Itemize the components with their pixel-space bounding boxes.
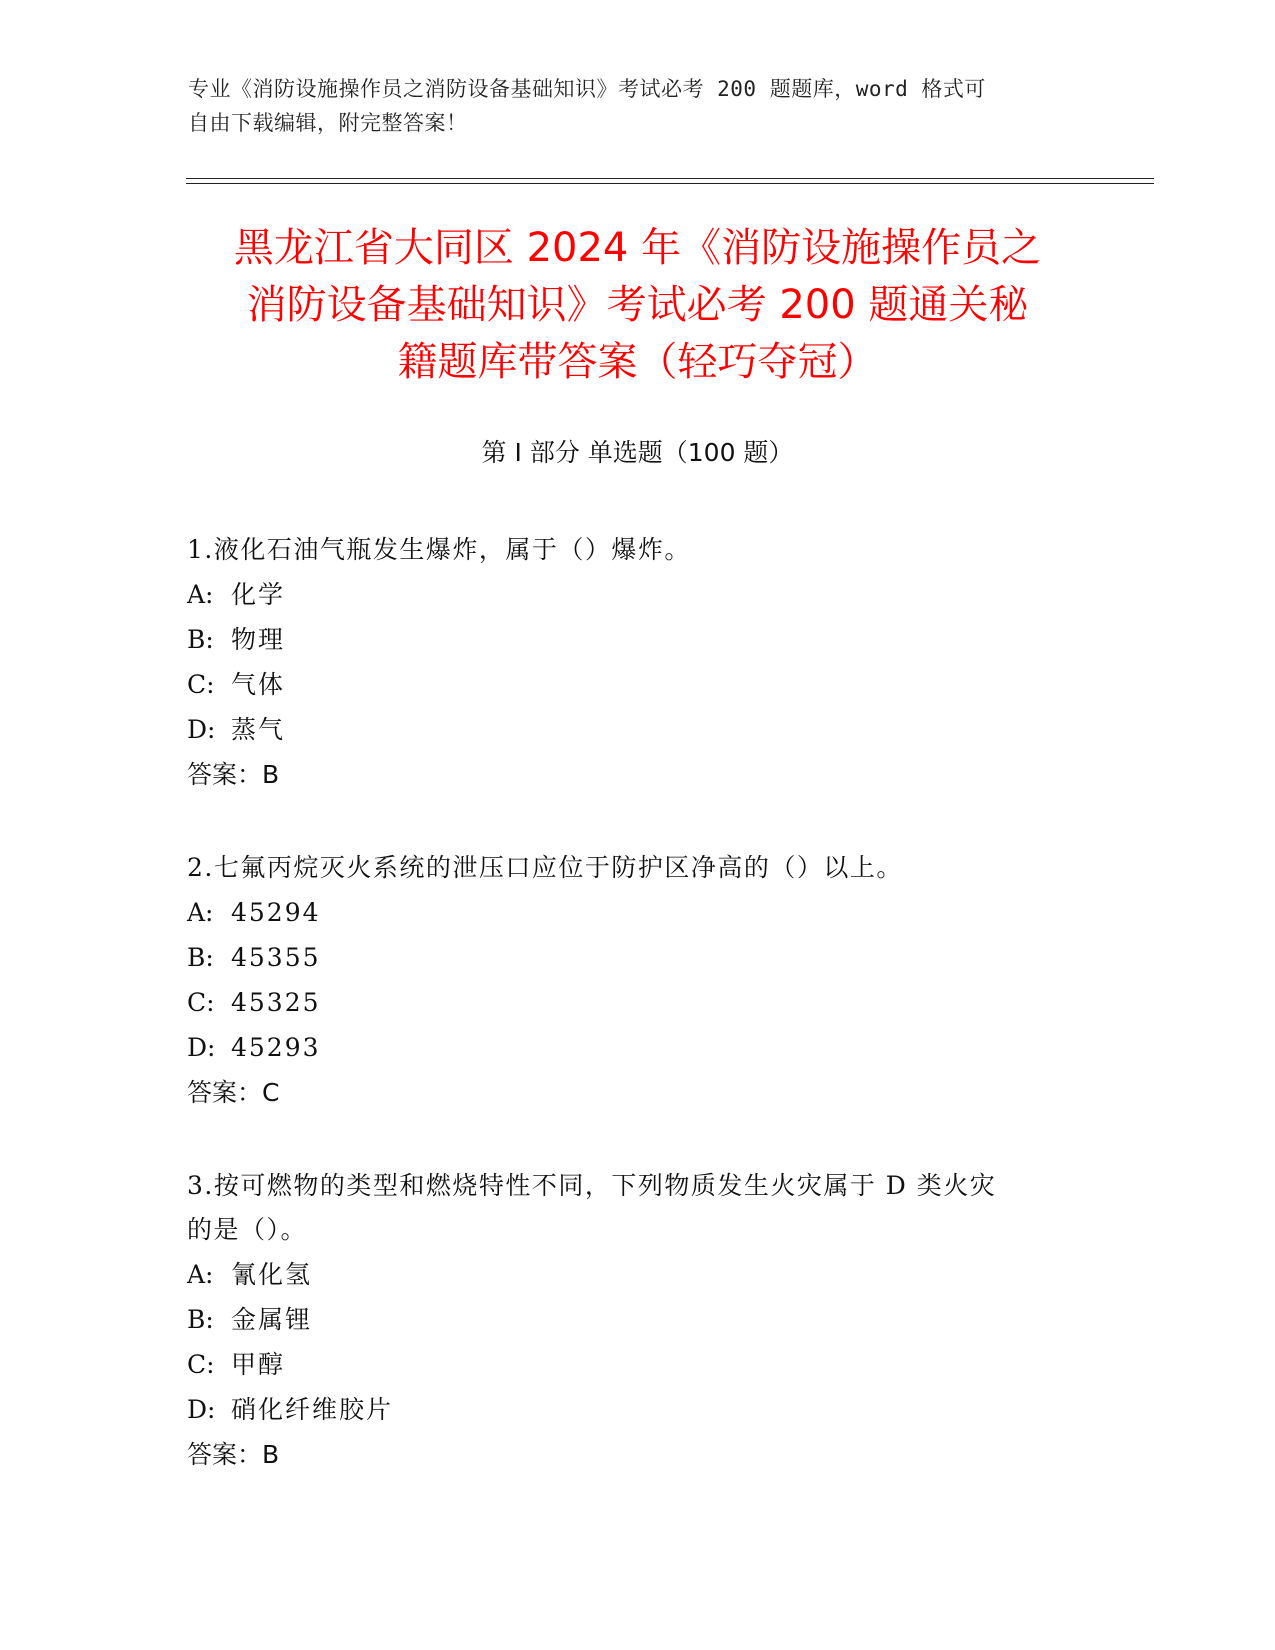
section-heading: 第 I 部分 单选题（100 题） [481,438,794,467]
question-stem-line-1: 3.按可燃物的类型和燃烧特性不同，下列物质发生火灾属于 D 类火灾 [187,1171,997,1200]
option-d [187,1025,1067,1070]
option-b [187,935,1067,980]
header-divider-top [186,178,1154,179]
document-title [180,220,1095,391]
option-text: 气体 [231,670,286,699]
question-3 [187,1164,1067,1478]
option-text: 45294 [231,898,321,927]
question-1 [187,528,1067,798]
option-a [187,1252,1067,1297]
option-list [187,572,1067,752]
option-text: 氰化氢 [231,1260,313,1289]
header-note-line-2: 自由下载编辑，附完整答案！ [188,111,468,135]
option-text: 45293 [231,1033,321,1062]
option-b [187,1297,1067,1342]
document-title-line-1: 黑龙江省大同区 2024 年《消防设施操作员之 [233,225,1042,271]
question-2 [187,846,1067,1116]
question-stem-line-2: 的是（）。 [187,1215,308,1244]
header-note-line-1: 专业《消防设施操作员之消防设备基础知识》考试必考 200 题题库，word 格式可 [188,77,986,101]
option-text: 化学 [231,580,286,609]
option-text: 45325 [231,988,321,1017]
option-key: B: [187,943,214,972]
option-key: A: [187,1260,214,1289]
header-note [188,72,1068,140]
option-key: B: [187,625,214,654]
option-c [187,980,1067,1025]
option-list [187,1252,1067,1432]
option-key: B: [187,1305,214,1334]
option-key: C: [187,1350,215,1379]
option-d [187,707,1067,752]
option-c [187,662,1067,707]
option-d [187,1387,1067,1432]
answer-text: 答案：C [187,1078,280,1107]
option-text: 甲醇 [231,1350,286,1379]
answer-text: 答案：B [187,1440,280,1469]
option-text: 45355 [231,943,321,972]
option-key: C: [187,988,215,1017]
document-title-line-2: 消防设备基础知识》考试必考 200 题通关秘 [246,282,1029,328]
option-text: 硝化纤维胶片 [231,1395,394,1424]
option-key: A: [187,580,214,609]
option-key: D: [187,1033,216,1062]
option-list [187,890,1067,1070]
question-stem: 1.液化石油气瓶发生爆炸，属于（）爆炸。 [187,535,691,564]
option-b [187,617,1067,662]
answer-text: 答案：B [187,760,280,789]
option-a [187,572,1067,617]
document-title-line-3: 籍题库带答案（轻巧夺冠） [397,339,878,385]
option-key: D: [187,715,216,744]
option-c [187,1342,1067,1387]
option-a [187,890,1067,935]
option-key: C: [187,670,215,699]
question-stem [187,1164,1067,1252]
option-text: 物理 [231,625,286,654]
header-divider-bottom [186,183,1154,184]
option-key: D: [187,1395,216,1424]
question-stem: 2.七氟丙烷灭火系统的泄压口应位于防护区净高的（）以上。 [187,853,903,882]
option-text: 蒸气 [231,715,286,744]
option-key: A: [187,898,214,927]
option-text: 金属锂 [231,1305,313,1334]
